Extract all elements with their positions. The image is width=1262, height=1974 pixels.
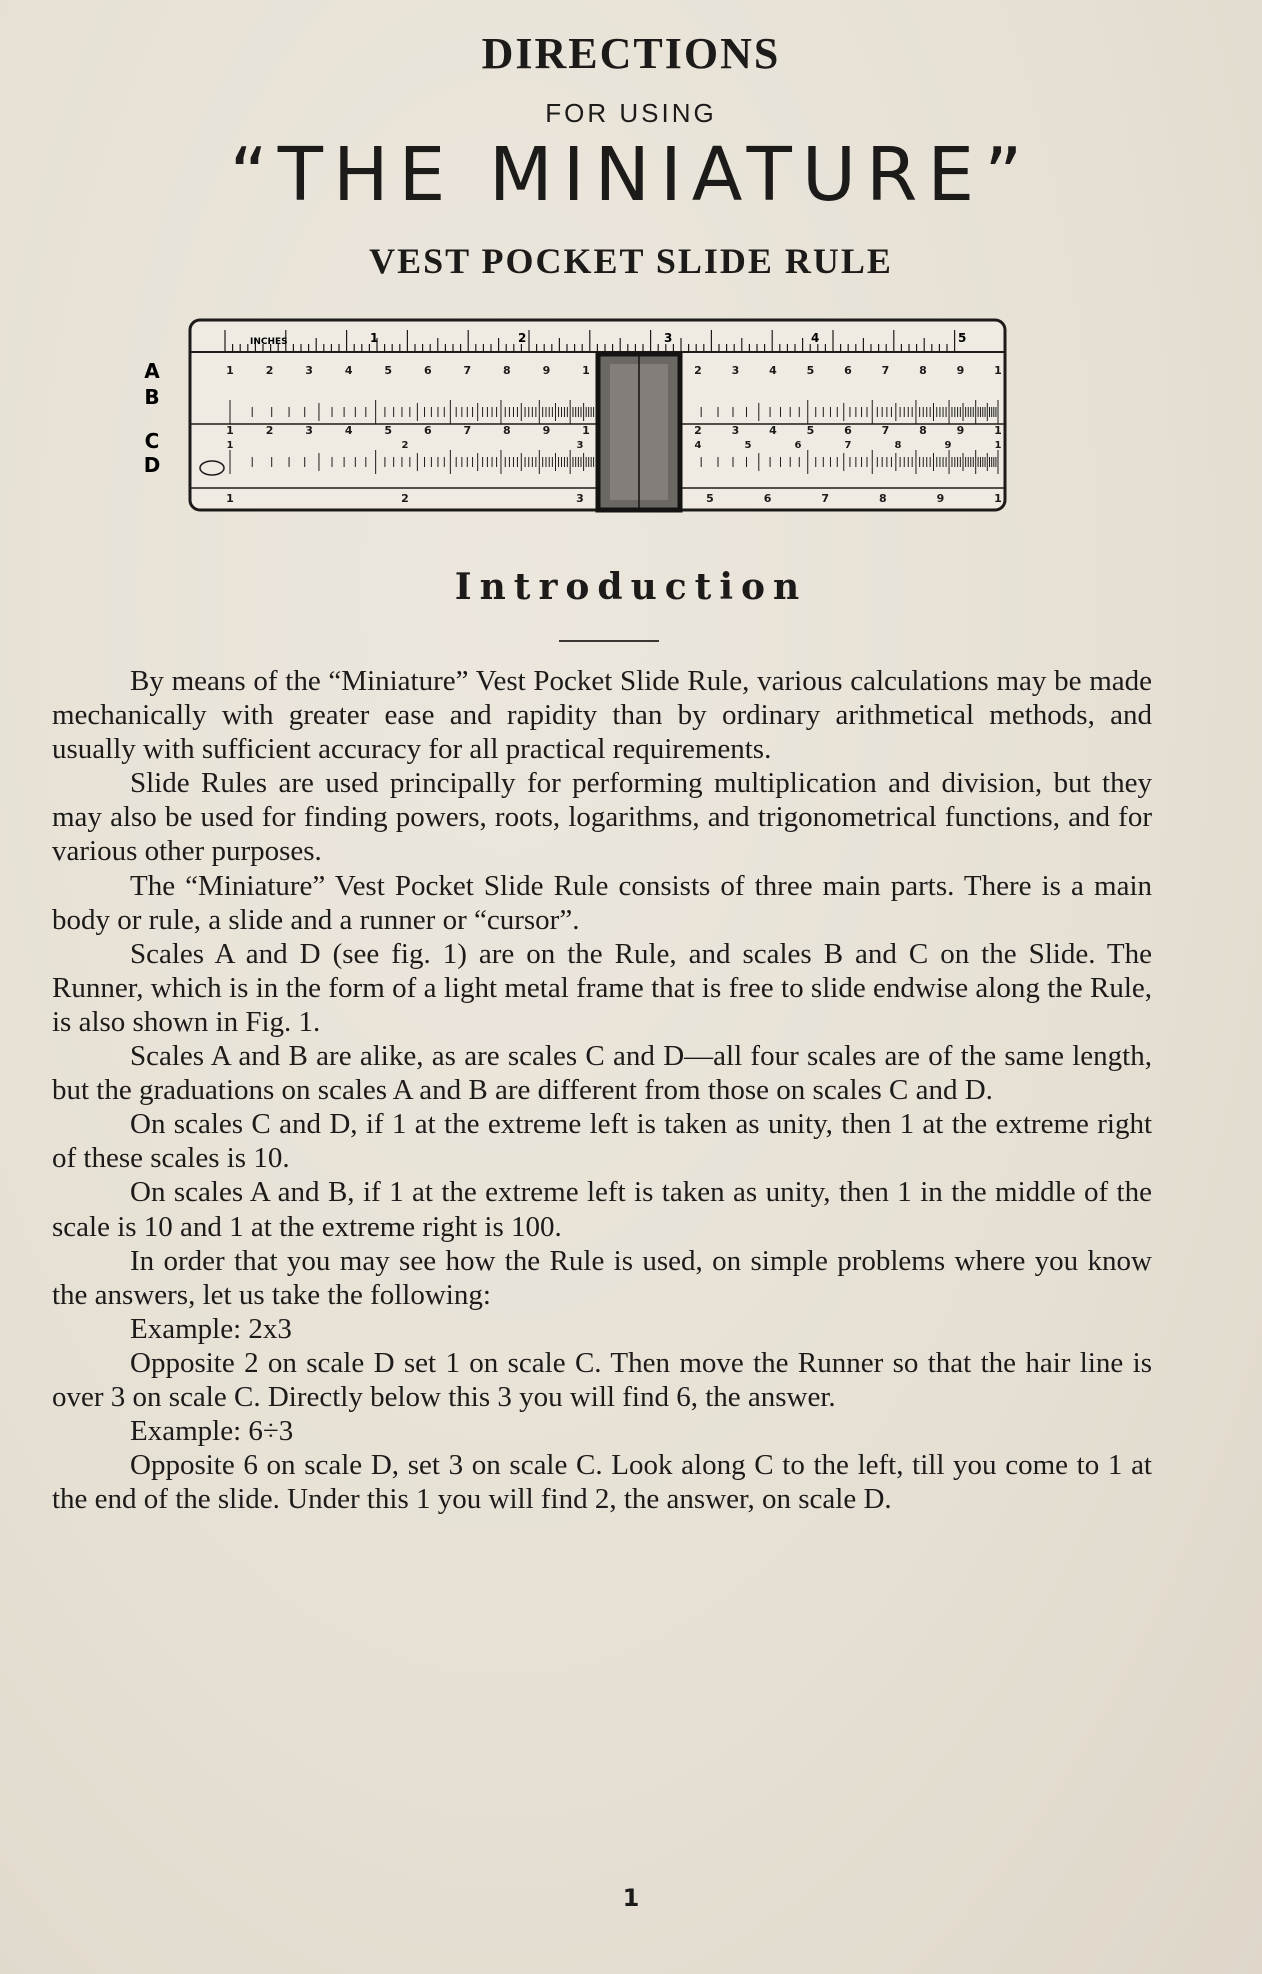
scale-a-label: 2	[694, 364, 702, 377]
scale-b-label: 3	[305, 424, 313, 437]
scale-a-label: 5	[806, 364, 815, 377]
scale-b-label: 8	[919, 424, 927, 437]
scale-b-label: 7	[881, 424, 890, 437]
scale-a-label: 4	[769, 364, 777, 377]
paragraph-1: By means of the “Miniature” Vest Pocket Slide Rule, various calculations may be made mechanically with greater ease and rapidity than by ordinary arithmetical methods, and usually with sufficient accuracy for all practical requirements.	[52, 665, 1152, 766]
paragraph-5: Scales A and B are alike, as are scales C and D—all four scales are of the same length, but the graduations on scales A and B are different from those on scales C and D.	[52, 1040, 1152, 1107]
scale-c-label: 3	[576, 440, 584, 451]
scale-c-label: 9	[944, 440, 952, 451]
slide-rule-figure	[140, 312, 1020, 522]
scale-d-label: 2	[401, 492, 409, 505]
title-directions: DIRECTIONS	[481, 29, 781, 78]
scale-a-label: 7	[881, 364, 890, 377]
inch-number-4: 4	[811, 331, 820, 345]
paragraph-6: On scales C and D, if 1 at the extreme left is taken as unity, then 1 at the extreme right of these scales is 10.	[52, 1108, 1152, 1175]
scale-d-label: 3	[576, 492, 584, 505]
body-text	[52, 664, 1152, 1516]
scale-a-label: 1	[582, 364, 590, 377]
title-for-using: FOR USING	[545, 98, 717, 128]
scale-b-label: 4	[344, 424, 353, 437]
scale-letter-d: D	[143, 453, 161, 477]
inch-number-1: 1	[370, 331, 379, 345]
paragraph-3: The “Miniature” Vest Pocket Slide Rule consists of three main parts. There is a main body or rule, a slide and a runner or “cursor”.	[52, 869, 1152, 936]
title-vest-pocket-slide-rule: VEST POCKET SLIDE RULE	[369, 241, 893, 281]
scale-b-label: 1	[582, 424, 590, 437]
scale-a-label: 5	[384, 364, 393, 377]
scale-c-label: 8	[894, 440, 902, 451]
scale-d-label: 7	[821, 492, 830, 505]
scale-a-label: 8	[503, 364, 511, 377]
scale-a-label: 6	[423, 364, 432, 377]
scale-c-label: 5	[744, 440, 752, 451]
inch-number-5: 5	[958, 331, 967, 345]
paragraph-7: On scales A and B, if 1 at the extreme left is taken as unity, then 1 in the middle of the scale is 10 and 1 at the extreme right is 100.	[52, 1176, 1152, 1243]
scale-letter-c: C	[144, 429, 160, 453]
section-heading-introduction: Introduction	[454, 566, 808, 608]
scale-b-label: 6	[423, 424, 432, 437]
scale-c-label: 6	[794, 440, 802, 451]
scale-a-label: 1	[994, 364, 1002, 377]
scale-a-label: 9	[542, 364, 551, 377]
heading-underline	[559, 640, 659, 642]
scale-a-label: 8	[919, 364, 927, 377]
paragraph-example-1: Opposite 2 on scale D set 1 on scale C. Then move the Runner so that the hair line is over 3 on scale C. Directly below this 3 you will find 6, the answer.	[52, 1346, 1152, 1413]
scale-b-label: 5	[806, 424, 815, 437]
scale-a-label: 6	[844, 364, 852, 377]
scale-b-label: 7	[463, 424, 472, 437]
scale-a-label: 3	[731, 364, 740, 377]
scale-d-label: 5	[706, 492, 714, 505]
scale-d-label: 1	[994, 492, 1002, 505]
scale-b-label: 9	[542, 424, 551, 437]
scale-letter-a: A	[144, 359, 160, 383]
scale-c-label: 7	[844, 440, 852, 451]
paragraph-8: In order that you may see how the Rule is used, on simple problems where you know the answers, let us take the following:	[52, 1244, 1152, 1311]
scale-c-label: 2	[401, 440, 409, 451]
title-the-miniature: “THE MINIATURE”	[229, 132, 1033, 218]
scale-b-label: 4	[769, 424, 777, 437]
page-number: 1	[622, 1884, 640, 1912]
scale-b-label: 5	[384, 424, 393, 437]
scale-d-label: 1	[226, 492, 234, 505]
paragraph-example-2: Opposite 6 on scale D, set 3 on scale C. Look along C to the left, till you come to 1 at the end of the slide. Under this 1 you will find 2, the answer, on scale D.	[52, 1449, 1152, 1516]
example-1-heading: Example: 2x3	[130, 1312, 292, 1345]
scale-d-label: 8	[878, 492, 887, 505]
scale-d-label: 6	[763, 492, 772, 505]
scale-a-label: 2	[265, 364, 274, 377]
scale-c-label: 4	[694, 440, 702, 451]
scale-a-label: 4	[344, 364, 353, 377]
scale-b-label: 6	[844, 424, 852, 437]
scale-a-label: 9	[956, 364, 965, 377]
scale-c-label: 1	[226, 440, 234, 451]
paragraph-2: Slide Rules are used principally for performing multiplication and division, but they may also be used for finding powers, roots, logarithms, and trigonometrical functions, and for various other purposes.	[52, 767, 1152, 868]
scale-letter-b: B	[144, 385, 160, 409]
scale-b-label: 3	[731, 424, 740, 437]
scale-b-label: 1	[226, 424, 234, 437]
scale-b-label: 9	[956, 424, 965, 437]
inch-number-2: 2	[518, 331, 527, 345]
inch-number-3: 3	[664, 331, 673, 345]
scale-b-label: 1	[994, 424, 1002, 437]
scale-a-label: 1	[226, 364, 234, 377]
scale-a-label: 3	[305, 364, 313, 377]
paragraph-4: Scales A and D (see fig. 1) are on the Rule, and scales B and C on the Slide. The Runner, which is in the form of a light metal frame that is free to slide endwise along the Rule, is also shown in Fig. 1.	[52, 937, 1152, 1038]
scale-b-label: 8	[503, 424, 511, 437]
scale-c-label: 1	[994, 440, 1002, 451]
example-2-heading: Example: 6÷3	[130, 1415, 294, 1448]
scale-a-label: 7	[463, 364, 472, 377]
inches-label: INCHES	[250, 337, 288, 347]
scale-b-label: 2	[265, 424, 274, 437]
scale-b-label: 2	[694, 424, 702, 437]
scale-d-label: 9	[936, 492, 945, 505]
